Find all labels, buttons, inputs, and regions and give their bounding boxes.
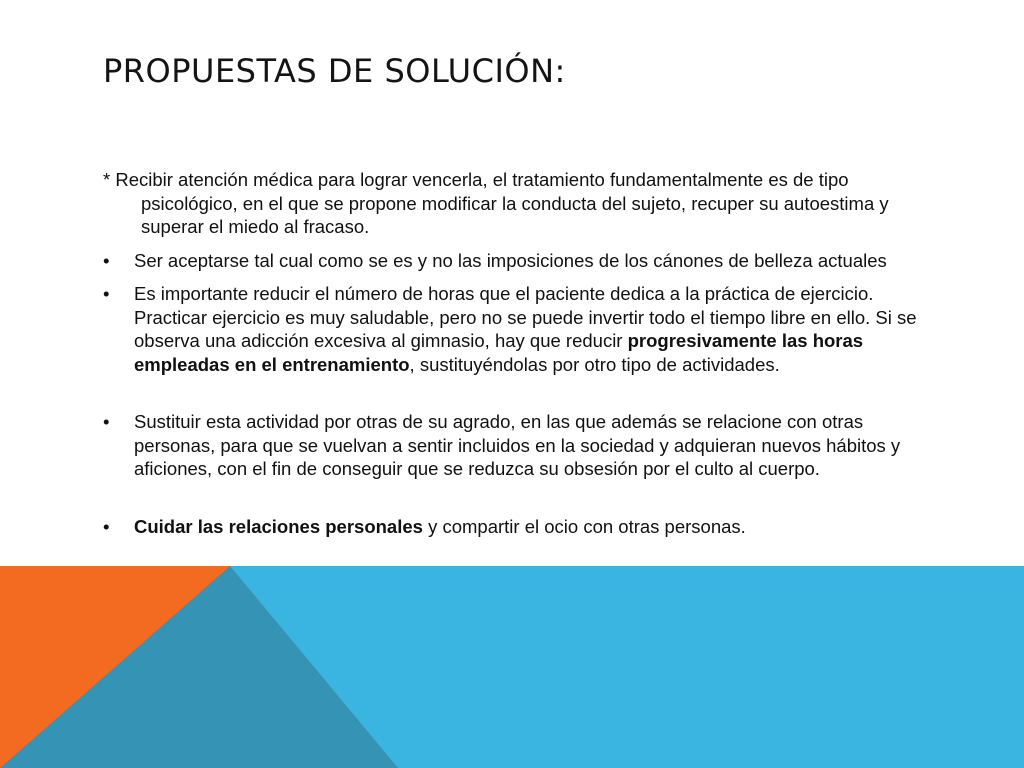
bullet-item-reducir-horas bbox=[103, 282, 933, 376]
bullet-marker: • bbox=[103, 249, 110, 271]
bullet-marker: • bbox=[103, 283, 110, 304]
bullet-text-after: , sustituyéndolas por otro tipo de actividades. bbox=[409, 353, 780, 375]
bullet-text: Ser aceptarse tal cual como se es y no las imposiciones de los cánones de belleza actuales bbox=[134, 249, 887, 271]
bullet-item-cuidar-relaciones bbox=[103, 515, 933, 539]
intro-paragraph: * Recibir atención médica para lograr vencerla, el tratamiento fundamentalmente es de tipo psicológico, en el que se propone modificar la conducta del sujeto, recuper su autoestima y superar el miedo al fracaso. bbox=[103, 169, 889, 237]
bullet-item-sustituir-actividad bbox=[103, 410, 933, 481]
bullet-bold-text: Cuidar las relaciones personales bbox=[134, 515, 423, 537]
slide-title: PROPUESTAS DE SOLUCIÓN: bbox=[103, 52, 566, 90]
bullet-text: Es importante reducir el número de horas que el paciente dedica a la práctica de ejercicio. Practicar ejercicio es muy saludable, pero no se puede invertir todo el tiempo libre en ello. Si se observa una adicción excesiva al gimnasio, hay que reducir bbox=[134, 283, 917, 351]
bullet-marker: • bbox=[103, 515, 110, 537]
bullet-text-after: y compartir el ocio con otras personas. bbox=[422, 515, 746, 537]
bullet-item-aceptarse bbox=[103, 249, 933, 273]
bullet-text: Sustituir esta actividad por otras de su agrado, en las que además se relacione con otras personas, para que se vuelvan a sentir incluidos en la sociedad y adquieran nuevos hábitos y aficiones, con el fin de conseguir que se reduzca su obsesión por el culto al cuerpo. bbox=[134, 411, 901, 479]
bullet-bold-text: progresivamente las horas empleadas en el entrenamiento bbox=[134, 330, 864, 375]
slide-content bbox=[103, 168, 933, 548]
bullet-marker: • bbox=[103, 411, 110, 432]
